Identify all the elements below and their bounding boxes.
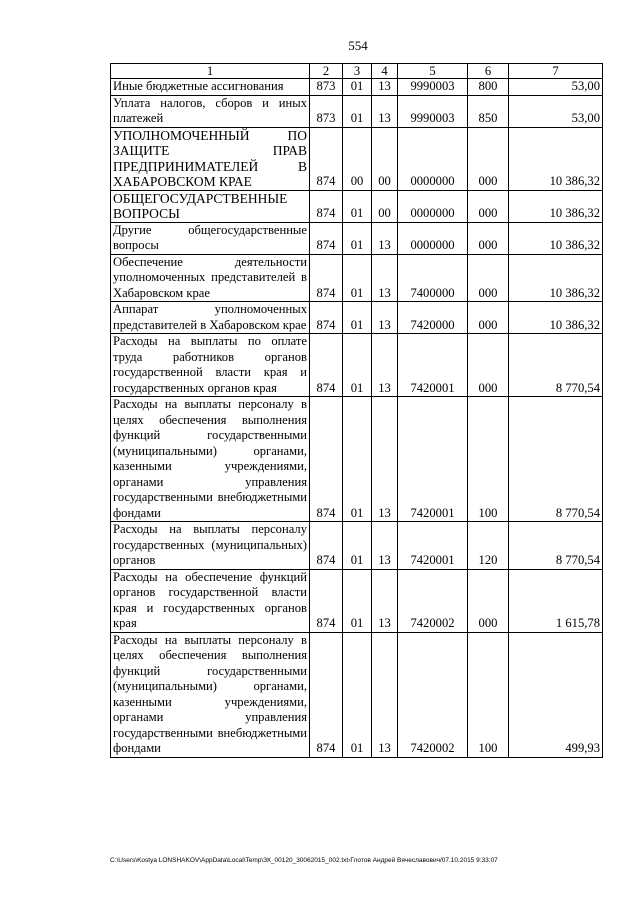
row-name: Иные бюджетные ассигнования	[111, 79, 310, 96]
column-4-code: 00	[372, 190, 398, 222]
table-row	[111, 254, 603, 302]
column-6-code: 120	[468, 522, 509, 570]
row-name: Расходы на выплаты персоналу в целях обеспечения выполнения функций государственными (муниципальными) органами, казенными учреждениями, органами управления государственными внебюджетными фондами	[111, 397, 310, 522]
column-7-amount: 53,00	[509, 95, 603, 127]
column-6-code: 100	[468, 397, 509, 522]
column-2-code: 874	[310, 334, 343, 397]
column-7-amount: 8 770,54	[509, 334, 603, 397]
row-name: Обеспечение деятельности уполномоченных представителей в Хабаровском крае	[111, 254, 310, 302]
column-7-amount: 53,00	[509, 79, 603, 96]
column-4-code: 13	[372, 632, 398, 757]
table-row	[111, 334, 603, 397]
column-7-amount: 8 770,54	[509, 397, 603, 522]
column-7-amount: 1 615,78	[509, 569, 603, 632]
row-name: Уплата налогов, сборов и иных платежей	[111, 95, 310, 127]
column-3-code: 01	[343, 397, 372, 522]
table-row	[111, 79, 603, 96]
column-7-amount: 10 386,32	[509, 190, 603, 222]
column-3-code: 01	[343, 334, 372, 397]
column-5-code: 7420002	[398, 569, 468, 632]
column-2-code: 874	[310, 522, 343, 570]
column-4-code: 13	[372, 254, 398, 302]
table-row	[111, 302, 603, 334]
table-row	[111, 632, 603, 757]
row-name: Другие общегосударственные вопросы	[111, 222, 310, 254]
column-6-code: 000	[468, 569, 509, 632]
column-5-code: 7420002	[398, 632, 468, 757]
column-5-code: 7420001	[398, 397, 468, 522]
column-3-code: 01	[343, 632, 372, 757]
column-2-code: 874	[310, 254, 343, 302]
column-3-code: 01	[343, 254, 372, 302]
column-4-code: 13	[372, 95, 398, 127]
column-5-code: 9990003	[398, 95, 468, 127]
row-name: Расходы на выплаты персоналу государственных (муниципальных) органов	[111, 522, 310, 570]
column-6-code: 000	[468, 302, 509, 334]
table-row	[111, 222, 603, 254]
row-name: Аппарат уполномоченных представителей в Хабаровском крае	[111, 302, 310, 334]
column-3-code: 01	[343, 190, 372, 222]
column-2-code: 874	[310, 222, 343, 254]
column-2-code: 874	[310, 632, 343, 757]
column-5-code: 0000000	[398, 190, 468, 222]
table-row	[111, 569, 603, 632]
table-row	[111, 190, 603, 222]
column-header: 2	[310, 64, 343, 79]
column-6-code: 000	[468, 222, 509, 254]
column-6-code: 000	[468, 254, 509, 302]
page-number: 554	[348, 38, 368, 53]
table-row	[111, 397, 603, 522]
column-6-code: 100	[468, 632, 509, 757]
column-4-code: 13	[372, 569, 398, 632]
column-header: 4	[372, 64, 398, 79]
column-5-code: 9990003	[398, 79, 468, 96]
row-name: Расходы на обеспечение функций органов государственной власти края и государственных органов края	[111, 569, 310, 632]
column-3-code: 00	[343, 127, 372, 190]
column-7-amount: 10 386,32	[509, 302, 603, 334]
column-2-code: 874	[310, 569, 343, 632]
column-header: 5	[398, 64, 468, 79]
column-header: 6	[468, 64, 509, 79]
row-name: ОБЩЕГОСУДАРСТВЕННЫЕ ВОПРОСЫ	[111, 190, 310, 222]
column-3-code: 01	[343, 569, 372, 632]
column-3-code: 01	[343, 95, 372, 127]
column-4-code: 00	[372, 127, 398, 190]
column-2-code: 874	[310, 190, 343, 222]
column-5-code: 7420000	[398, 302, 468, 334]
column-7-amount: 10 386,32	[509, 127, 603, 190]
column-3-code: 01	[343, 222, 372, 254]
column-6-code: 850	[468, 95, 509, 127]
column-3-code: 01	[343, 522, 372, 570]
column-5-code: 7420001	[398, 522, 468, 570]
column-7-amount: 8 770,54	[509, 522, 603, 570]
column-7-amount: 10 386,32	[509, 254, 603, 302]
budget-table	[110, 63, 603, 758]
column-2-code: 874	[310, 127, 343, 190]
column-4-code: 13	[372, 79, 398, 96]
column-2-code: 873	[310, 79, 343, 96]
column-7-amount: 10 386,32	[509, 222, 603, 254]
column-2-code: 874	[310, 397, 343, 522]
column-4-code: 13	[372, 522, 398, 570]
table-row	[111, 522, 603, 570]
column-2-code: 874	[310, 302, 343, 334]
column-header: 7	[509, 64, 603, 79]
column-7-amount: 499,93	[509, 632, 603, 757]
column-2-code: 873	[310, 95, 343, 127]
column-3-code: 01	[343, 302, 372, 334]
column-3-code: 01	[343, 79, 372, 96]
column-5-code: 0000000	[398, 127, 468, 190]
column-5-code: 7420001	[398, 334, 468, 397]
column-header: 3	[343, 64, 372, 79]
column-4-code: 13	[372, 334, 398, 397]
file-path-footer: C:\Users\Kostya LONSHAKOV\AppData\Local\Temp\ЗК_00120_30062015_002.txt›Глотов Андрей Вячеславович/07.10.2015 9:33:07	[110, 857, 498, 864]
column-5-code: 0000000	[398, 222, 468, 254]
column-6-code: 000	[468, 127, 509, 190]
table-row	[111, 127, 603, 190]
column-6-code: 000	[468, 190, 509, 222]
table-row	[111, 95, 603, 127]
column-5-code: 7400000	[398, 254, 468, 302]
column-4-code: 13	[372, 302, 398, 334]
row-name: Расходы на выплаты персоналу в целях обеспечения выполнения функций государственными (муниципальными) органами, казенными учреждениями, органами управления государственными внебюджетными фондами	[111, 632, 310, 757]
row-name: Расходы на выплаты по оплате труда работников органов государственной власти края и государственных органов края	[111, 334, 310, 397]
row-name: УПОЛНОМОЧЕННЫЙ ПО ЗАЩИТЕ ПРАВ ПРЕДПРИНИМАТЕЛЕЙ В ХАБАРОВСКОМ КРАЕ	[111, 127, 310, 190]
column-header: 1	[111, 64, 310, 79]
column-4-code: 13	[372, 222, 398, 254]
column-6-code: 800	[468, 79, 509, 96]
column-4-code: 13	[372, 397, 398, 522]
table-header-row	[111, 64, 603, 79]
column-6-code: 000	[468, 334, 509, 397]
